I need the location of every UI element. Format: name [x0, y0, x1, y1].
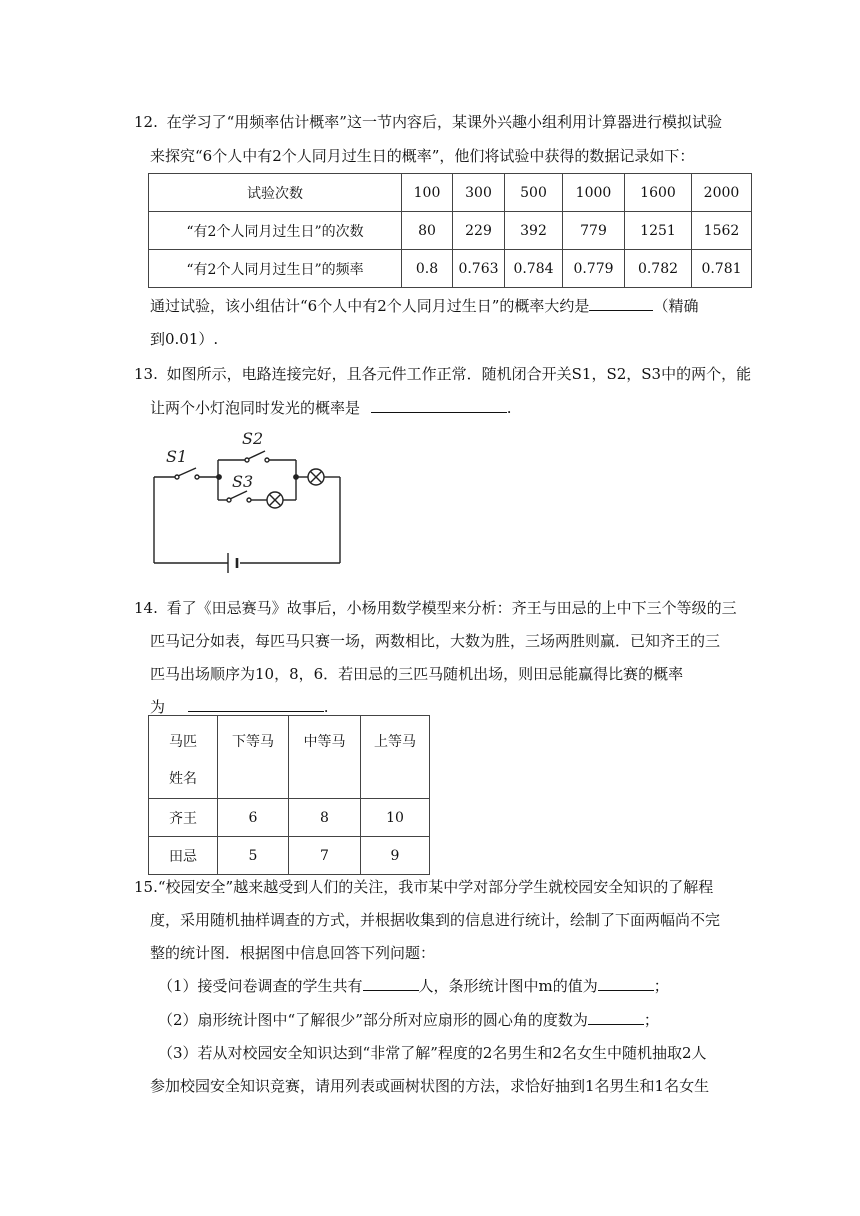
table-cell: 80: [402, 212, 453, 250]
table-cell: 1251: [625, 212, 692, 250]
q12-text-1: 在学习了“用频率估计概率”这一节内容后，某课外兴趣小组利用计算器进行模拟试验: [166, 113, 722, 131]
answer-blank: [598, 976, 654, 991]
q15-part-2-a: （2）扇形统计图中“了解很少”部分所对应扇形的圆心角的度数为: [158, 1011, 588, 1029]
q15-part-1: [158, 976, 669, 996]
answer-blank: [588, 1010, 644, 1025]
table-row: [149, 212, 752, 250]
table-cell: 9: [361, 837, 430, 875]
table-cell: 1600: [625, 174, 692, 212]
table-cell: 2000: [692, 174, 752, 212]
table-row: [149, 837, 430, 875]
q15-number: 15.: [134, 878, 158, 896]
q15-text-1: “校园安全”越来越受到人们的关注，我市某中学对部分学生就校园安全知识的了解程: [157, 878, 714, 896]
q13-text-2-end: .: [506, 399, 512, 417]
switch-label-s1: S1: [166, 447, 188, 466]
table-row: [149, 716, 430, 799]
q15-part-1-a: （1）接受问卷调查的学生共有: [158, 977, 363, 995]
table-cell: 300: [453, 174, 505, 212]
table-cell: 392: [505, 212, 563, 250]
table-cell: “有2个人同月过生日”的频率: [149, 250, 402, 288]
q12-number: 12.: [134, 113, 158, 131]
table-cell: 7: [289, 837, 361, 875]
table-cell: 齐王: [149, 799, 218, 837]
table-cell: 10: [361, 799, 430, 837]
table-cell: “有2个人同月过生日”的次数: [149, 212, 402, 250]
table-cell: 6: [218, 799, 289, 837]
table-cell: 0.784: [505, 250, 563, 288]
q12-text-2: 来探究“6个人中有2个人同月过生日的概率”，他们将试验中获得的数据记录如下：: [150, 147, 695, 165]
q14-text-4-end: .: [323, 698, 329, 716]
q14-text-3: 匹马出场顺序为10，8，6．若田忌的三匹马随机出场，则田忌能赢得比赛的概率: [150, 665, 684, 683]
q15-part-2-end: ；: [643, 1011, 659, 1029]
q14-number: 14.: [134, 599, 158, 617]
table-cell: 500: [505, 174, 563, 212]
q12-line-3: [150, 296, 698, 316]
table-cell: 5: [218, 837, 289, 875]
table-cell: 0.779: [563, 250, 625, 288]
q14-text-2: 匹马记分如表，每匹马只赛一场，两数相比，大数为胜，三场两胜则赢．已知齐王的三: [150, 632, 721, 650]
q12-text-3: 通过试验，该小组估计“6个人中有2个人同月过生日”的概率大约是: [150, 297, 590, 315]
table-cell: 试验次数: [149, 174, 402, 212]
q15-part-1-end: ；: [653, 977, 669, 995]
q12-text-4: 到0.01）.: [150, 330, 219, 348]
table-cell: 1562: [692, 212, 752, 250]
answer-blank: [589, 296, 653, 311]
q15-part-2: [158, 1010, 659, 1030]
table-cell: 0.763: [453, 250, 505, 288]
table-cell: 0.781: [692, 250, 752, 288]
corner-label-a: 马匹: [169, 734, 197, 750]
table-cell: 100: [402, 174, 453, 212]
corner-label-b: 姓名: [169, 771, 197, 787]
table-cell: 0.8: [402, 250, 453, 288]
q15-text-3: 整的统计图．根据图中信息回答下列问题：: [150, 944, 436, 962]
q14-score-table: [148, 715, 430, 875]
q13-number: 13.: [134, 365, 158, 383]
switch-label-s2: S2: [242, 429, 264, 448]
circuit-diagram: [140, 425, 355, 575]
table-cell: 下等马: [218, 716, 289, 799]
q12-data-table: [148, 173, 752, 288]
table-cell: 1000: [563, 174, 625, 212]
q15-line-1: [134, 877, 713, 897]
q15-part-3-line-2: 参加校园安全知识竞赛，请用列表或画树状图的方法，求恰好抽到1名男生和1名女生: [150, 1077, 710, 1095]
table-cell: 中等马: [289, 716, 361, 799]
table-cell: 8: [289, 799, 361, 837]
table-row: [149, 250, 752, 288]
table-cell: 779: [563, 212, 625, 250]
q13-line-2: [150, 398, 512, 418]
q12-line-1: [134, 112, 722, 132]
table-cell-corner: [149, 716, 218, 799]
q15-part-1-b: 人，条形统计图中m的值为: [418, 977, 598, 995]
table-row: [149, 799, 430, 837]
switch-label-s3: S3: [232, 472, 254, 491]
q14-text-4: 为: [150, 698, 166, 716]
q13-text-2: 让两个小灯泡同时发光的概率是: [150, 399, 361, 417]
answer-blank: [363, 976, 419, 991]
q12-text-3-end: （精确: [653, 297, 699, 315]
q15-text-2: 度，采用随机抽样调查的方式，并根据收集到的信息进行统计，绘制了下面两幅尚不完: [150, 911, 721, 929]
q13-line-1: [134, 364, 751, 384]
q14-text-1: 看了《田忌赛马》故事后，小杨用数学模型来分析：齐王与田忌的上中下三个等级的三: [166, 599, 737, 617]
q14-line-1: [134, 598, 737, 618]
answer-blank: [188, 697, 324, 712]
q14-line-4: [150, 697, 329, 717]
answer-blank: [371, 398, 507, 413]
table-cell: 0.782: [625, 250, 692, 288]
table-cell: 上等马: [361, 716, 430, 799]
q13-text-1: 如图所示，电路连接完好，且各元件工作正常．随机闭合开关S1，S2，S3中的两个，能: [166, 365, 752, 383]
table-cell: 田忌: [149, 837, 218, 875]
table-row: [149, 174, 752, 212]
q15-part-3-line-1: （3）若从对校园安全知识达到“非常了解”程度的2名男生和2名女生中随机抽取2人: [158, 1044, 707, 1062]
table-cell: 229: [453, 212, 505, 250]
